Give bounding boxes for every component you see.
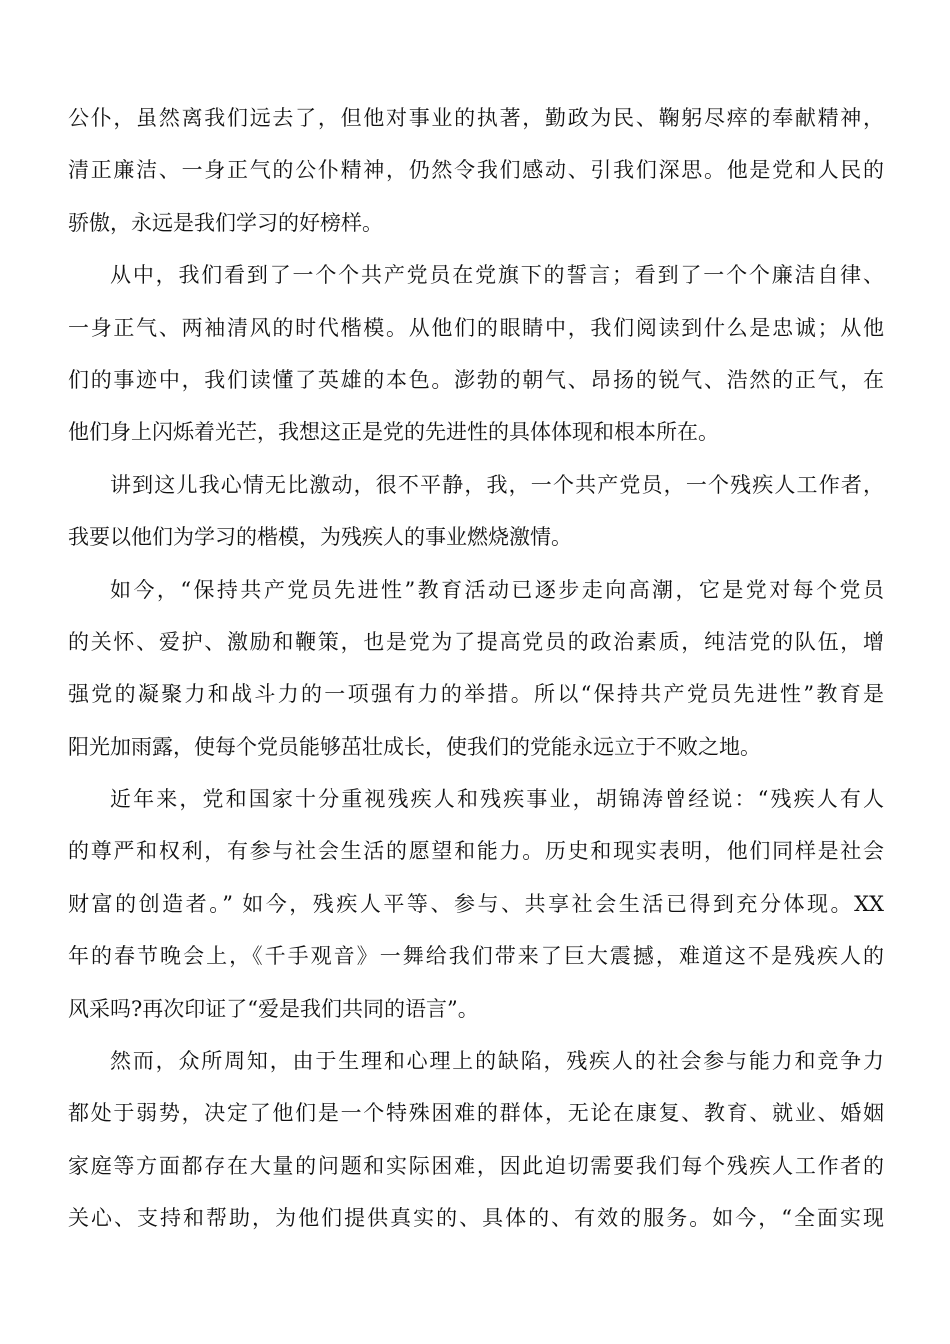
text-line: 然而，众所周知，由于生理和心理上的缺陷，残疾人的社会参与能力和竞争力 <box>110 1049 884 1074</box>
text-line: 近年来，党和国家十分重视残疾人和残疾事业，胡锦涛曾经说：“残疾人有人 <box>110 787 884 812</box>
text-line: 的关怀、爱护、激励和鞭策，也是党为了提高党员的政治素质，纯洁党的队伍，增 <box>68 629 884 654</box>
text-line: 们的事迹中，我们读懂了英雄的本色。澎勃的朝气、昂扬的锐气、浩然的正气，在 <box>68 367 884 392</box>
text-line: 一身正气、两袖清风的时代楷模。从他们的眼睛中，我们阅读到什么是忠诚；从他 <box>68 315 884 340</box>
paragraph <box>68 564 884 774</box>
text-line: 阳光加雨露，使每个党员能够茁壮成长，使我们的党能永远立于不败之地。 <box>68 734 761 759</box>
text-line: 他们身上闪烁着光芒，我想这正是党的先进性的具体体现和根本所在。 <box>68 420 719 445</box>
paragraph <box>68 92 884 249</box>
text-line: 从中，我们看到了一个个共产党员在党旗下的誓言；看到了一个个廉洁自律、 <box>110 263 884 288</box>
text-line: 清正廉洁、一身正气的公仆精神，仍然令我们感动、引我们深思。他是党和人民的 <box>68 158 884 183</box>
text-line: 的尊严和权利，有参与社会生活的愿望和能力。历史和现实表明，他们同样是社会 <box>68 839 884 864</box>
text-line: 家庭等方面都存在大量的问题和实际困难，因此迫切需要我们每个残疾人工作者的 <box>68 1153 884 1178</box>
text-line: 公仆，虽然离我们远去了，但他对事业的执著，勤政为民、鞠躬尽瘁的奉献精神， <box>68 106 884 130</box>
text-line: 讲到这儿我心情无比激动，很不平静，我，一个共产党员，一个残疾人工作者， <box>110 472 884 497</box>
text-line: 关心、支持和帮助，为他们提供真实的、具体的、有效的服务。如今，“全面实现 <box>68 1206 884 1231</box>
text-line: 我要以他们为学习的楷模，为残疾人的事业燃烧激情。 <box>68 525 572 550</box>
paragraph <box>68 459 884 564</box>
text-line: 财富的创造者。” 如今，残疾人平等、参与、共享社会生活已得到充分体现。XX <box>68 891 884 916</box>
text-line: 骄傲，永远是我们学习的好榜样。 <box>68 210 383 235</box>
paragraph <box>68 1035 884 1245</box>
paragraph <box>68 249 884 459</box>
text-line: 如今，“保持共产党员先进性”教育活动已逐步走向高潮，它是党对每个党员 <box>110 577 884 602</box>
paragraph <box>68 773 884 1035</box>
text-line: 年的春节晚会上，《千手观音》一舞给我们带来了巨大震撼，难道这不是残疾人的 <box>68 944 884 969</box>
body-text <box>68 92 884 1245</box>
text-line: 强党的凝聚力和战斗力的一项强有力的举措。所以“保持共产党员先进性”教育是 <box>68 682 884 707</box>
text-line: 风采吗?再次印证了“爱是我们共同的语言”。 <box>68 996 479 1021</box>
text-line: 都处于弱势，决定了他们是一个特殊困难的群体，无论在康复、教育、就业、婚姻 <box>68 1101 884 1126</box>
